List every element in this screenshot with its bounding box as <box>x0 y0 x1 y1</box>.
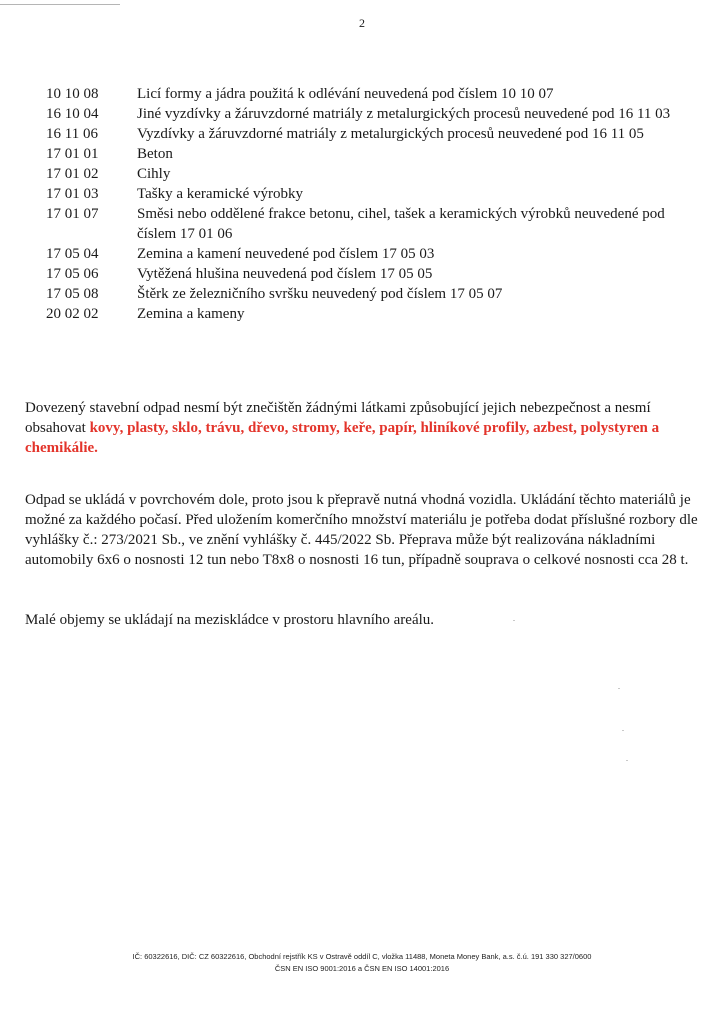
transport-paragraph: Odpad se ukládá v povrchovém dole, proto jsou k přepravě nutná vhodná vozidla. Ukládání těchto materiálů je možné za každého počasí. Před uložením komerčního množství materiálu je potřeba dodat příslušné rozbory dle vyhlášky č.: 273/2021 Sb., ve znění vyhlášky č. 445/2022 Sb. Přeprava může být realizována nákladními automobily 6x6 o nosnosti 12 tun nebo T8x8 o nosnosti 16 tun, případně souprava o celkové nosnosti cca 28 t. <box>25 492 698 568</box>
waste-description: Zemina a kameny <box>137 306 245 322</box>
waste-code-rows <box>46 84 686 324</box>
waste-code: 17 05 06 <box>46 266 99 282</box>
waste-description: Beton <box>137 146 173 162</box>
scan-speck <box>513 620 515 621</box>
small-volumes-paragraph: Malé objemy se ukládají na meziskládce v prostoru hlavního areálu. <box>25 612 435 628</box>
waste-code-row <box>46 144 686 164</box>
waste-code: 17 01 07 <box>46 206 99 222</box>
waste-code: 10 10 08 <box>46 86 99 102</box>
waste-code-row <box>46 264 686 284</box>
scan-speck <box>618 688 620 689</box>
waste-description: Vytěžená hlušina neuvedená pod číslem 17 05 05 <box>137 266 433 282</box>
footer-registration-line: IČ: 60322616, DIČ: CZ 60322616, Obchodní rejstřík KS v Ostravě oddíl C, vložka 11488, Moneta Money Bank, a.s. č.ú. 191 330 327/0600 <box>132 952 592 961</box>
top-rule <box>0 4 120 5</box>
scan-speck <box>626 760 628 761</box>
waste-code: 17 01 02 <box>46 166 99 182</box>
waste-code: 17 05 04 <box>46 246 99 262</box>
waste-code: 20 02 02 <box>46 306 99 322</box>
waste-code: 17 01 01 <box>46 146 99 162</box>
waste-code-row <box>46 104 686 124</box>
waste-code-row <box>46 164 686 184</box>
prohibited-materials-list: kovy, plasty, sklo, trávu, dřevo, stromy, keře, papír, hliníkové profily, azbest, polystyren a chemikálie. <box>25 420 660 456</box>
waste-description: Směsi nebo oddělené frakce betonu, cihel, tašek a keramických výrobků neuvedené pod číslem 17 01 06 <box>137 206 665 242</box>
footer-certification-line: ČSN EN ISO 9001:2016 a ČSN EN ISO 14001:2016 <box>274 964 450 973</box>
waste-description: Licí formy a jádra použitá k odlévání neuvedená pod číslem 10 10 07 <box>137 86 554 102</box>
waste-code: 17 05 08 <box>46 286 99 302</box>
waste-description: Jiné vyzdívky a žáruvzdorné matriály z metalurgických procesů neuvedené pod 16 11 03 <box>137 106 671 122</box>
page-number: 2 <box>359 16 365 30</box>
waste-code-row <box>46 84 686 104</box>
waste-description: Cihly <box>137 166 171 182</box>
waste-code-row <box>46 284 686 304</box>
waste-description: Zemina a kamení neuvedené pod číslem 17 05 03 <box>137 246 435 262</box>
contamination-paragraph <box>25 398 705 458</box>
waste-code: 16 11 06 <box>46 126 98 142</box>
waste-code-row <box>46 124 686 144</box>
waste-code-table <box>46 84 686 324</box>
waste-code: 16 10 04 <box>46 106 99 122</box>
waste-description: Tašky a keramické výrobky <box>137 186 303 202</box>
waste-description: Štěrk ze železničního svršku neuvedený pod číslem 17 05 07 <box>137 286 503 302</box>
waste-code-row <box>46 184 686 204</box>
company-footer <box>0 951 724 975</box>
waste-description: Vyzdívky a žáruvzdorné matriály z metalurgických procesů neuvedené pod 16 11 05 <box>137 126 644 142</box>
scan-speck <box>622 730 624 731</box>
contamination-lead: Dovezený stavební odpad nesmí být znečištěn žádnými látkami způsobující jejich nebezpečnost a nesmí obsahovat <box>25 400 651 436</box>
waste-code-row <box>46 204 686 244</box>
waste-code: 17 01 03 <box>46 186 99 202</box>
waste-code-row <box>46 304 686 324</box>
waste-code-row <box>46 244 686 264</box>
